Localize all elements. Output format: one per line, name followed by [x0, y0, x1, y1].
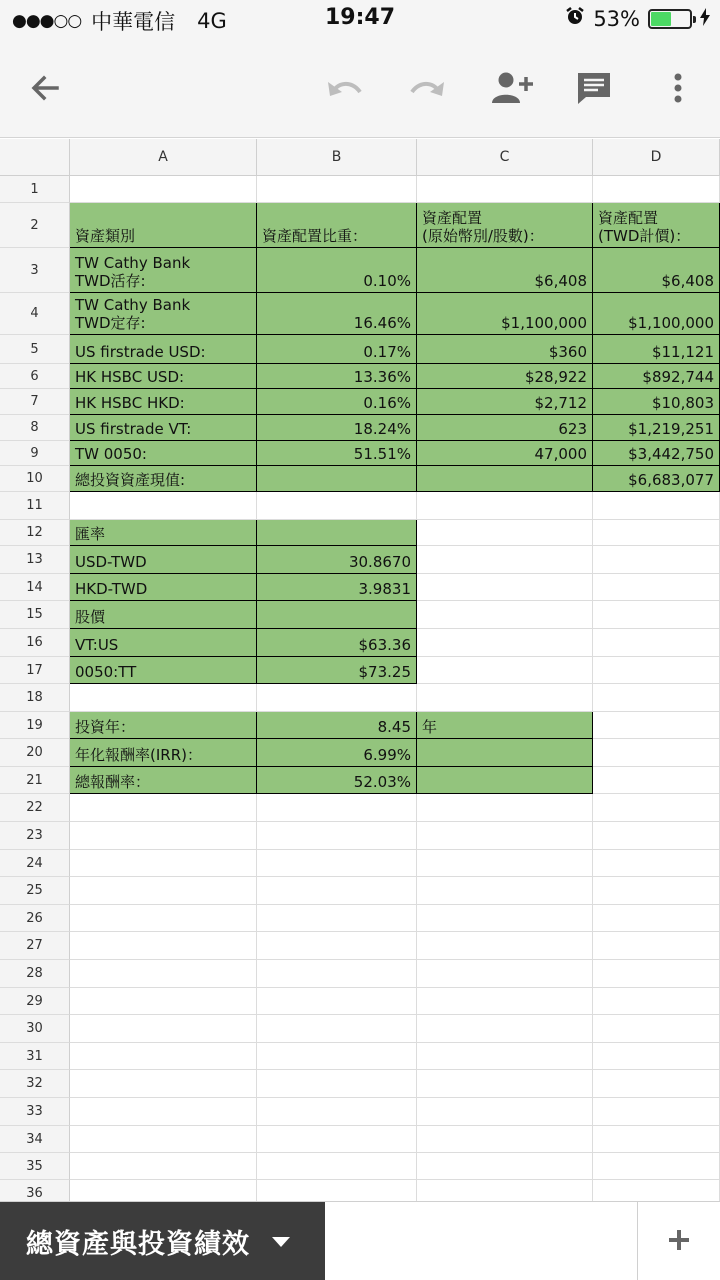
cell-d36[interactable] — [593, 1180, 720, 1201]
cell-a19[interactable]: 投資年： — [70, 712, 257, 739]
cell-b16[interactable]: $63.36 — [257, 629, 417, 657]
cell-a16[interactable]: VT:US — [70, 629, 257, 657]
cell-b12[interactable] — [257, 520, 417, 546]
cell-a11[interactable] — [70, 492, 257, 520]
cell-a17[interactable]: 0050:TT — [70, 657, 257, 684]
cell-b19[interactable]: 8.45 — [257, 712, 417, 739]
cell-c8[interactable]: 623 — [417, 415, 593, 441]
clock: 19:47 — [324, 5, 396, 30]
cell-b26[interactable] — [257, 905, 417, 932]
cell-c15[interactable] — [417, 601, 593, 629]
row-header-6[interactable]: 6 — [0, 364, 70, 389]
cell-d2[interactable]: 資產配置 (TWD計價)： — [593, 203, 720, 248]
cell-b10[interactable] — [257, 466, 417, 492]
cell-c6[interactable]: $28,922 — [417, 364, 593, 389]
cell-a6[interactable]: HK HSBC USD: — [70, 364, 257, 389]
cell-b34[interactable] — [257, 1126, 417, 1153]
row-header-27[interactable]: 27 — [0, 932, 70, 960]
cell-a31[interactable] — [70, 1043, 257, 1070]
cell-a26[interactable] — [70, 905, 257, 932]
battery-percent: 53% — [593, 6, 640, 31]
cell-c1[interactable] — [417, 176, 593, 203]
cell-a23[interactable] — [70, 822, 257, 850]
cell-b21[interactable]: 52.03% — [257, 767, 417, 794]
cell-a14[interactable]: HKD-TWD — [70, 574, 257, 601]
cell-b3[interactable]: 0.10% — [257, 248, 417, 293]
cell-b36[interactable] — [257, 1180, 417, 1201]
sheet-tab-name: 總資產與投資績效 — [26, 1229, 250, 1260]
row-header-12[interactable]: 12 — [0, 520, 70, 546]
cell-a7[interactable]: HK HSBC HKD: — [70, 389, 257, 415]
row-header-15[interactable]: 15 — [0, 601, 70, 629]
cell-d20[interactable] — [593, 739, 720, 767]
comment-icon[interactable] — [566, 60, 622, 116]
cell-d18[interactable] — [593, 684, 720, 712]
cell-c30[interactable] — [417, 1015, 593, 1043]
chevron-down-icon[interactable] — [272, 1232, 290, 1251]
cell-d6[interactable]: $892,744 — [593, 364, 720, 389]
cell-a12[interactable]: 匯率 — [70, 520, 257, 546]
cell-b25[interactable] — [257, 877, 417, 905]
cell-b17[interactable]: $73.25 — [257, 657, 417, 684]
cell-a3[interactable]: TW Cathy Bank TWD活存: — [70, 248, 257, 293]
cell-d32[interactable] — [593, 1070, 720, 1098]
cell-a30[interactable] — [70, 1015, 257, 1043]
status-right — [565, 6, 710, 31]
cell-a33[interactable] — [70, 1098, 257, 1126]
row-header-18[interactable]: 18 — [0, 684, 70, 712]
column-header-c[interactable]: C — [417, 139, 593, 176]
cell-a4[interactable]: TW Cathy Bank TWD定存: — [70, 293, 257, 335]
cell-b32[interactable] — [257, 1070, 417, 1098]
cell-d1[interactable] — [593, 176, 720, 203]
row-header-5[interactable]: 5 — [0, 335, 70, 364]
cell-a5[interactable]: US firstrade USD: — [70, 335, 257, 364]
cell-c22[interactable] — [417, 794, 593, 822]
cell-c9[interactable]: 47,000 — [417, 441, 593, 466]
cell-b9[interactable]: 51.51% — [257, 441, 417, 466]
cell-c19[interactable]: 年 — [417, 712, 593, 739]
cell-d17[interactable] — [593, 657, 720, 684]
row-header-32[interactable]: 32 — [0, 1070, 70, 1098]
select-all-corner[interactable] — [0, 139, 70, 176]
column-header-d[interactable]: D — [593, 139, 720, 176]
cell-a35[interactable] — [70, 1153, 257, 1180]
row-header-31[interactable]: 31 — [0, 1043, 70, 1070]
cell-a2[interactable]: 資產類別 — [70, 203, 257, 248]
row-header-33[interactable]: 33 — [0, 1098, 70, 1126]
row-header-22[interactable]: 22 — [0, 794, 70, 822]
cell-d12[interactable] — [593, 520, 720, 546]
row-header-2[interactable]: 2 — [0, 203, 70, 248]
row-header-29[interactable]: 29 — [0, 988, 70, 1015]
cell-b22[interactable] — [257, 794, 417, 822]
cell-d28[interactable] — [593, 960, 720, 988]
cell-c24[interactable] — [417, 850, 593, 877]
cell-c14[interactable] — [417, 574, 593, 601]
cell-c27[interactable] — [417, 932, 593, 960]
cell-d5[interactable]: $11,121 — [593, 335, 720, 364]
cell-c16[interactable] — [417, 629, 593, 657]
cell-d23[interactable] — [593, 822, 720, 850]
cell-c36[interactable] — [417, 1180, 593, 1201]
cell-c34[interactable] — [417, 1126, 593, 1153]
row-header-9[interactable]: 9 — [0, 441, 70, 466]
cell-a36[interactable] — [70, 1180, 257, 1201]
cell-c33[interactable] — [417, 1098, 593, 1126]
cell-d21[interactable] — [593, 767, 720, 794]
cell-c35[interactable] — [417, 1153, 593, 1180]
cell-d11[interactable] — [593, 492, 720, 520]
redo-icon[interactable] — [400, 60, 456, 116]
row-header-20[interactable]: 20 — [0, 739, 70, 767]
cell-c20[interactable] — [417, 739, 593, 767]
cell-a10[interactable]: 總投資資產現值: — [70, 466, 257, 492]
cell-c12[interactable] — [417, 520, 593, 546]
cell-c10[interactable] — [417, 466, 593, 492]
cell-b4[interactable]: 16.46% — [257, 293, 417, 335]
undo-icon[interactable] — [316, 60, 372, 116]
cell-b2[interactable]: 資產配置比重： — [257, 203, 417, 248]
plus-icon — [668, 1229, 690, 1255]
column-header-b[interactable]: B — [257, 139, 417, 176]
cell-b29[interactable] — [257, 988, 417, 1015]
cell-a8[interactable]: US firstrade VT: — [70, 415, 257, 441]
cell-c3[interactable]: $6,408 — [417, 248, 593, 293]
row-header-26[interactable]: 26 — [0, 905, 70, 932]
cell-a28[interactable] — [70, 960, 257, 988]
cell-b20[interactable]: 6.99% — [257, 739, 417, 767]
cell-b5[interactable]: 0.17% — [257, 335, 417, 364]
row-header-11[interactable]: 11 — [0, 492, 70, 520]
cell-a15[interactable]: 股價 — [70, 601, 257, 629]
cell-a13[interactable]: USD-TWD — [70, 546, 257, 574]
row-header-10[interactable]: 10 — [0, 466, 70, 492]
row-header-4[interactable]: 4 — [0, 293, 70, 335]
cell-d35[interactable] — [593, 1153, 720, 1180]
cell-d10[interactable]: $6,683,077 — [593, 466, 720, 492]
cell-d4[interactable]: $1,100,000 — [593, 293, 720, 335]
cell-a21[interactable]: 總報酬率： — [70, 767, 257, 794]
row-header-30[interactable]: 30 — [0, 1015, 70, 1043]
row-header-21[interactable]: 21 — [0, 767, 70, 794]
cell-b27[interactable] — [257, 932, 417, 960]
sheet-tab-bar — [0, 1201, 720, 1280]
cell-c7[interactable]: $2,712 — [417, 389, 593, 415]
cell-c23[interactable] — [417, 822, 593, 850]
cell-b11[interactable] — [257, 492, 417, 520]
cell-b31[interactable] — [257, 1043, 417, 1070]
row-header-25[interactable]: 25 — [0, 877, 70, 905]
cell-b13[interactable]: 30.8670 — [257, 546, 417, 574]
cell-d9[interactable]: $3,442,750 — [593, 441, 720, 466]
cell-c21[interactable] — [417, 767, 593, 794]
row-header-35[interactable]: 35 — [0, 1153, 70, 1180]
cell-b15[interactable] — [257, 601, 417, 629]
carrier-name: 中華電信 — [91, 10, 176, 34]
cell-b8[interactable]: 18.24% — [257, 415, 417, 441]
sheets-toolbar — [0, 38, 720, 138]
row-header-7[interactable]: 7 — [0, 389, 70, 415]
cell-c28[interactable] — [417, 960, 593, 988]
cell-a18[interactable] — [70, 684, 257, 712]
charging-icon — [700, 7, 710, 31]
signal-strength: ●●●○○ — [12, 11, 82, 31]
cell-b14[interactable]: 3.9831 — [257, 574, 417, 601]
row-header-28[interactable]: 28 — [0, 960, 70, 988]
cell-c2[interactable]: 資產配置 (原始幣別/股數)： — [417, 203, 593, 248]
row-header-19[interactable]: 19 — [0, 712, 70, 739]
cell-c25[interactable] — [417, 877, 593, 905]
cell-d7[interactable]: $10,803 — [593, 389, 720, 415]
cell-d19[interactable] — [593, 712, 720, 739]
cell-d16[interactable] — [593, 629, 720, 657]
cell-a34[interactable] — [70, 1126, 257, 1153]
cell-d24[interactable] — [593, 850, 720, 877]
cell-b33[interactable] — [257, 1098, 417, 1126]
cell-d27[interactable] — [593, 932, 720, 960]
row-header-13[interactable]: 13 — [0, 546, 70, 574]
column-header-a[interactable]: A — [70, 139, 257, 176]
cell-c32[interactable] — [417, 1070, 593, 1098]
row-header-23[interactable]: 23 — [0, 822, 70, 850]
cell-c26[interactable] — [417, 905, 593, 932]
alarm-icon — [565, 6, 585, 31]
cell-c11[interactable] — [417, 492, 593, 520]
cell-b6[interactable]: 13.36% — [257, 364, 417, 389]
cell-c18[interactable] — [417, 684, 593, 712]
more-vert-icon[interactable] — [650, 60, 706, 116]
add-sheet-button[interactable] — [637, 1202, 720, 1280]
cell-d3[interactable]: $6,408 — [593, 248, 720, 293]
battery-icon — [648, 9, 692, 29]
cell-b24[interactable] — [257, 850, 417, 877]
row-header-8[interactable]: 8 — [0, 415, 70, 441]
cell-d25[interactable] — [593, 877, 720, 905]
cell-c29[interactable] — [417, 988, 593, 1015]
cell-b18[interactable] — [257, 684, 417, 712]
cell-b7[interactable]: 0.16% — [257, 389, 417, 415]
cell-c5[interactable]: $360 — [417, 335, 593, 364]
row-header-34[interactable]: 34 — [0, 1126, 70, 1153]
row-header-3[interactable]: 3 — [0, 248, 70, 293]
spreadsheet-grid[interactable] — [0, 139, 720, 1201]
row-header-14[interactable]: 14 — [0, 574, 70, 601]
cell-d31[interactable] — [593, 1043, 720, 1070]
network-type: 4G — [197, 9, 227, 33]
add-person-icon[interactable] — [484, 60, 540, 116]
status-bar — [0, 0, 720, 38]
cell-b23[interactable] — [257, 822, 417, 850]
cell-d29[interactable] — [593, 988, 720, 1015]
cell-d30[interactable] — [593, 1015, 720, 1043]
cell-b30[interactable] — [257, 1015, 417, 1043]
cell-d14[interactable] — [593, 574, 720, 601]
cell-c17[interactable] — [417, 657, 593, 684]
cell-c13[interactable] — [417, 546, 593, 574]
cell-a24[interactable] — [70, 850, 257, 877]
cell-a27[interactable] — [70, 932, 257, 960]
cell-b28[interactable] — [257, 960, 417, 988]
cell-d13[interactable] — [593, 546, 720, 574]
cell-a29[interactable] — [70, 988, 257, 1015]
cell-d15[interactable] — [593, 601, 720, 629]
cell-d33[interactable] — [593, 1098, 720, 1126]
row-header-1[interactable]: 1 — [0, 176, 70, 203]
cell-d26[interactable] — [593, 905, 720, 932]
row-header-24[interactable]: 24 — [0, 850, 70, 877]
sheet-tab-active[interactable] — [0, 1202, 325, 1280]
cell-a25[interactable] — [70, 877, 257, 905]
cell-c4[interactable]: $1,100,000 — [417, 293, 593, 335]
cell-d22[interactable] — [593, 794, 720, 822]
row-header-36[interactable]: 36 — [0, 1180, 70, 1201]
cell-a1[interactable] — [70, 176, 257, 203]
cell-a32[interactable] — [70, 1070, 257, 1098]
cell-a9[interactable]: TW 0050: — [70, 441, 257, 466]
cell-b35[interactable] — [257, 1153, 417, 1180]
cell-a22[interactable] — [70, 794, 257, 822]
cell-a20[interactable]: 年化報酬率(IRR)： — [70, 739, 257, 767]
cell-c31[interactable] — [417, 1043, 593, 1070]
row-header-17[interactable]: 17 — [0, 657, 70, 684]
cell-d34[interactable] — [593, 1126, 720, 1153]
back-arrow-icon[interactable] — [17, 60, 73, 116]
row-header-16[interactable]: 16 — [0, 629, 70, 657]
cell-b1[interactable] — [257, 176, 417, 203]
cell-d8[interactable]: $1,219,251 — [593, 415, 720, 441]
